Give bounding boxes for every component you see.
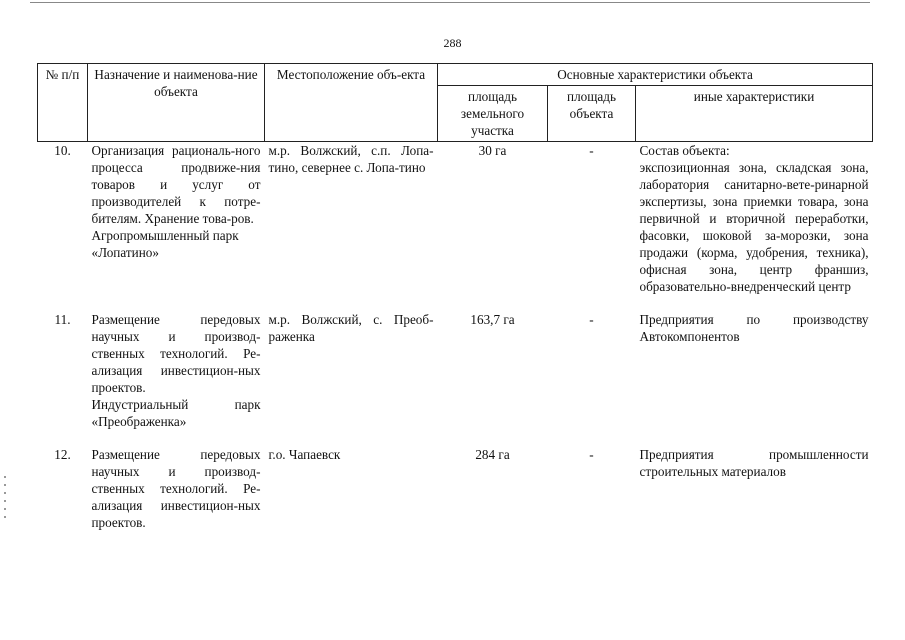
row-object-area: - [589,143,594,158]
row-other-characteristics [636,142,873,312]
table-row [38,142,873,312]
purpose-text: Организация рациональ-ного процесса продвиже-ния товаров и услуг от производителей к потре-бителям. Хранение това-ров. [91,143,261,226]
scan-edge-line [30,2,870,3]
row-land-area: 163,7 га [470,312,515,327]
row-location: м.р. Волжский, с.п. Лопа-тино, севернее с. Лопа-тино [268,143,434,175]
objects-table [37,63,873,547]
header-purpose: Назначение и наименова-ние объекта [88,64,265,142]
header-num: № п/п [38,64,88,142]
row-object-area: - [589,447,594,462]
row-number: 10. [54,143,71,158]
row-land-area: 30 га [478,143,507,158]
row-purpose [88,446,265,547]
header-other-characteristics: иные характеристики [636,86,873,142]
row-number: 11. [54,312,71,327]
header-main-characteristics: Основные характеристики объекта [438,64,873,86]
row-other-characteristics [636,311,873,446]
table-row [38,446,873,547]
header-object-area: площадь объекта [548,86,636,142]
header-location: Местоположение объ-екта [265,64,438,142]
scan-margin-marks [2,470,8,610]
row-purpose [88,311,265,446]
row-location: м.р. Волжский, с. Преоб-раженка [268,312,434,344]
row-location: г.о. Чапаевск [268,447,341,462]
purpose-text: Размещение передовых научных и производ-ственных технологий. Ре-ализация инвестицион-ных проектов. [91,447,261,530]
table-row [38,311,873,446]
other-title: Состав объекта: [639,143,730,158]
row-number: 12. [54,447,71,462]
row-land-area: 284 га [475,447,510,462]
row-other-characteristics [636,446,873,547]
other-text: экспозиционная зона, складская зона, лаборатория санитарно-вете-ринарной экспертизы, зона приемки товара, зона первичной и вторичной переработки, фасовки, шоковой за-морозки, зона продажи (корма, удобрения, техника), офисная зона, центр франшиз, образовательно-внедренческий центр [639,160,869,294]
other-text: Предприятия по производству Автокомпонентов [639,312,869,344]
row-object-area: - [589,312,594,327]
object-name: Индустриальный парк «Преображенка» [91,397,261,429]
page-number: 288 [443,36,462,50]
header-land-area: площадь земельного участка [438,86,548,142]
row-purpose [88,142,265,312]
object-name: Агропромышленный парк «Лопатино» [91,228,239,260]
purpose-text: Размещение передовых научных и производ-ственных технологий. Ре-ализация инвестицион-ных проектов. [91,312,261,395]
other-text: Предприятия промышленности строительных материалов [639,447,869,479]
